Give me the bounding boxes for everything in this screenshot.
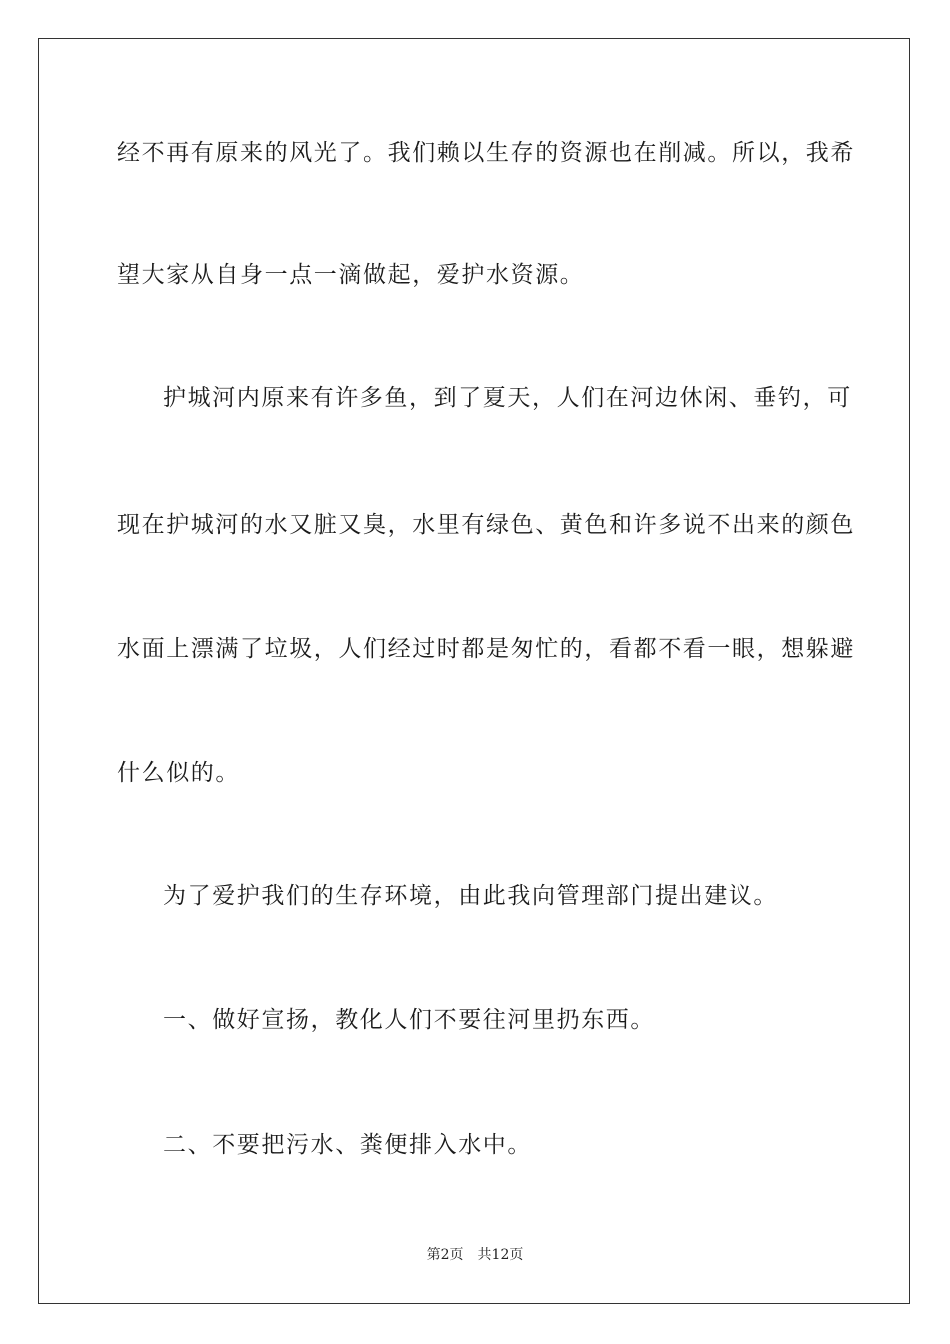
body-line-5: 水面上漂满了垃圾，人们经过时都是匆忙的，看都不看一眼，想躲避	[117, 636, 855, 662]
page-number: 第2页	[426, 1247, 464, 1263]
paragraph-line-7: 为了爱护我们的生存环境，由此我向管理部门提出建议。	[163, 883, 778, 909]
list-item-1: 一、做好宣扬，教化人们不要往河里扔东西。	[163, 1007, 655, 1033]
page-footer	[0, 1246, 950, 1264]
paragraph-line-3: 护城河内原来有许多鱼，到了夏天，人们在河边休闲、垂钓，可	[163, 385, 852, 411]
body-line-4: 现在护城河的水又脏又臭，水里有绿色、黄色和许多说不出来的颜色	[117, 512, 855, 538]
list-item-2: 二、不要把污水、粪便排入水中。	[163, 1132, 532, 1158]
page-total: 共12页	[477, 1247, 524, 1263]
body-line-2: 望大家从自身一点一滴做起，爱护水资源。	[117, 262, 585, 288]
page-border	[38, 38, 910, 1304]
body-line-6: 什么似的。	[117, 760, 240, 786]
body-line-1: 经不再有原来的风光了。我们赖以生存的资源也在削减。所以，我希	[117, 140, 855, 166]
